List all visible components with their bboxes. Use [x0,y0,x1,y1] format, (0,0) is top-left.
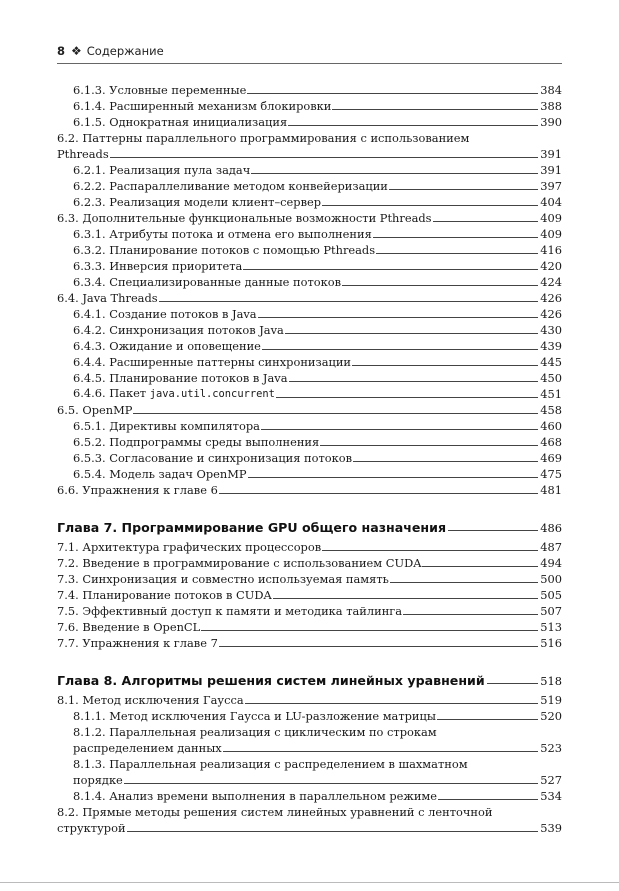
toc-entry[interactable] [57,210,562,226]
toc-entry[interactable] [73,450,562,466]
toc-entry-label: 6.4.4. Расширенные паттерны синхронизации [73,355,352,369]
toc-entry-label: 7.7. Упражнения к главе 7 [57,636,218,650]
toc-entry[interactable] [57,290,562,306]
toc-entry-label: 6.1.5. Однократная инициализация [73,115,288,129]
toc-entry-label: 7.6. Введение в OpenCL [57,620,201,634]
leader-dots [437,719,538,720]
leader-dots [422,566,538,567]
leader-dots [251,173,538,174]
leader-dots [159,301,539,302]
leader-dots [276,397,538,398]
toc-entry-label: 6.4.1. Создание потоков в Java [73,307,257,321]
leader-dots [261,429,538,430]
toc-entry[interactable] [73,258,562,274]
toc-chapter-label: Глава 7. Программирование GPU общего назначения [57,520,447,535]
toc-entry-page: 468 [540,435,562,449]
toc-entry-label-line1: 8.1.3. Параллельная реализация с распределением в шахматном [73,757,468,771]
toc-entry-page: 520 [540,709,562,723]
toc-entry[interactable] [73,178,562,194]
toc-entry-page: 458 [540,403,562,417]
toc-entry-page: 388 [540,99,562,113]
toc-entry-page: 500 [540,572,562,586]
toc-entry-page: 416 [540,243,562,257]
toc-entry[interactable] [73,370,562,386]
leader-dots [219,493,538,494]
toc-entry-page: 513 [540,620,562,634]
toc-entry[interactable] [57,482,562,498]
leader-dots [124,783,538,784]
toc-entry-page: 424 [540,275,562,289]
page-number: 8 [57,44,66,58]
running-title: Содержание [86,44,164,58]
leader-dots [273,598,539,599]
toc-entry-page: 494 [540,556,562,570]
toc-entry-label-code: java.util.concurrent [149,388,275,400]
toc-entry-page: 534 [540,789,562,803]
page-bottom-edge [0,882,619,883]
toc-entry-page: 404 [540,195,562,209]
toc-entry-label: 6.1.3. Условные переменные [73,83,247,97]
leader-dots [285,333,538,334]
leader-dots [258,317,539,318]
toc-entry-page: 391 [540,163,562,177]
toc-entry-page: 475 [540,467,562,481]
toc-entry-label: 6.5.3. Согласование и синхронизация потоков [73,451,353,465]
toc-entry-page: 481 [540,483,562,497]
toc-entry[interactable] [57,539,562,555]
toc-chapter-page: 486 [540,521,562,535]
toc-entry-page: 420 [540,259,562,273]
leader-dots [438,799,538,800]
toc-entry-page: 409 [540,211,562,225]
toc-entry-page: 390 [540,115,562,129]
toc-entry[interactable] [57,635,562,651]
toc-chapter-label: Глава 8. Алгоритмы решения систем линейных уравнений [57,673,485,688]
toc-entry[interactable] [57,587,562,603]
toc-entry-label-line2: распределением данных [73,741,222,755]
toc-chapter[interactable] [57,517,562,535]
toc-entry-page: 384 [540,83,562,97]
toc-entry[interactable] [73,338,562,354]
toc-entry-label: 6.1.4. Расширенный механизм блокировки [73,99,332,113]
toc-entry-label: 7.3. Синхронизация и совместно используемая память [57,572,389,586]
toc-entry-label: 6.3.3. Инверсия приоритета [73,259,243,273]
toc-entry[interactable] [73,114,562,130]
toc-entry-page: 469 [540,451,562,465]
toc-entry[interactable] [57,571,562,587]
toc-entry-label: 7.1. Архитектура графических процессоров [57,540,322,554]
toc-chapter[interactable] [57,670,562,688]
toc-entry-label: 8.1.1. Метод исключения Гаусса и LU-разложение матрицы [73,709,436,723]
toc-entry-label: 8.1.4. Анализ времени выполнения в параллельном режиме [73,789,438,803]
toc-entry[interactable] [57,130,562,162]
leader-dots [403,614,538,615]
toc-entry-label: 6.2.1. Реализация пула задач [73,163,251,177]
toc-entry[interactable] [73,756,562,788]
toc-entry-page: 439 [540,339,562,353]
toc-entry-label: 6.4.2. Синхронизация потоков Java [73,323,284,337]
toc-entry-label: 7.5. Эффективный доступ к памяти и методика тайлинга [57,604,403,618]
leader-dots [262,349,538,350]
toc-entry-label: 7.2. Введение в программирование с использованием CUDA [57,556,422,570]
toc-entry[interactable] [57,619,562,635]
toc-entry[interactable] [73,418,562,434]
leader-dots [322,550,538,551]
toc-entry[interactable] [73,82,562,98]
leader-dots [247,93,538,94]
leader-dots [219,646,538,647]
leader-dots [320,445,538,446]
toc-entry-page: 430 [540,323,562,337]
toc-entry[interactable] [73,322,562,338]
toc-entry[interactable] [73,242,562,258]
toc-entry-label-line2: порядке [73,773,123,787]
toc-entry-page: 445 [540,355,562,369]
toc-entry-label-line1: 8.2. Прямые методы решения систем линейных уравнений с ленточной [57,805,493,819]
toc-entry-label-prefix: 6.4.6. Пакет [73,386,150,400]
leader-dots [389,189,538,190]
leader-dots [288,125,538,126]
leader-dots [245,703,539,704]
leader-dots [243,269,538,270]
toc-entry[interactable] [57,555,562,571]
toc-entry[interactable] [73,434,562,450]
leader-dots [376,253,538,254]
toc-entry-page: 426 [540,291,562,305]
toc-entry-label: 6.2.3. Реализация модели клиент–сервер [73,195,322,209]
toc-entry-page: 391 [540,147,562,161]
toc-entry-page: 516 [540,636,562,650]
ornament-icon: ❖ [71,44,82,58]
leader-dots [201,630,538,631]
toc-entry-label: 7.4. Планирование потоков в CUDA [57,588,272,602]
toc-entry-label: 6.5. OpenMP [57,403,133,417]
leader-dots [342,285,538,286]
leader-dots [248,477,539,478]
toc-entry-label-line2: Pthreads [57,147,109,161]
toc-entry-label: 6.2.2. Распараллеливание методом конвейеризации [73,179,388,193]
toc-entry-label: 6.6. Упражнения к главе 6 [57,483,218,497]
leader-dots [289,381,539,382]
leader-dots [448,530,538,531]
leader-dots [127,831,539,832]
toc-entry-label [73,385,275,402]
leader-dots [332,109,538,110]
toc-entry-page: 539 [540,821,562,835]
toc-entry-page: 505 [540,588,562,602]
toc-entry-label-line1: 6.2. Паттерны параллельного программирования с использованием [57,131,470,145]
toc-entry-label: 6.5.4. Модель задач OpenMP [73,467,247,481]
toc-entry[interactable] [73,466,562,482]
toc-entry-label: 8.1. Метод исключения Гаусса [57,693,244,707]
leader-dots [322,205,538,206]
toc-entry-label: 6.4.5. Планирование потоков в Java [73,371,288,385]
toc-entry-label: 6.3.2. Планирование потоков с помощью Pthreads [73,243,376,257]
toc-entry-label: 6.4.3. Ожидание и оповещение [73,339,261,353]
toc-entry[interactable] [57,603,562,619]
toc-entry-label-line2: структурой [57,821,126,835]
leader-dots [353,461,538,462]
toc-entry-label-line1: 8.1.2. Параллельная реализация с циклическим по строкам [73,725,437,739]
toc-entry-page: 451 [540,387,562,401]
leader-dots [487,683,539,684]
toc-entry[interactable] [73,274,562,290]
toc-entry[interactable] [73,194,562,210]
toc-entry[interactable] [73,386,562,402]
running-header [57,44,164,58]
toc-entry-page: 409 [540,227,562,241]
toc-entry-page: 426 [540,307,562,321]
toc-entry-page: 519 [540,693,562,707]
leader-dots [390,582,538,583]
toc-entry[interactable] [57,692,562,708]
toc-entry[interactable] [73,306,562,322]
toc-entry-page: 460 [540,419,562,433]
leader-dots [373,237,538,238]
toc-entry-page: 450 [540,371,562,385]
toc-entry[interactable] [73,354,562,370]
toc-entry[interactable] [73,226,562,242]
toc-entry-page: 397 [540,179,562,193]
toc-entry[interactable] [57,402,562,418]
toc-entry[interactable] [73,708,562,724]
header-rule [57,63,562,64]
toc-entry-label: 6.3.1. Атрибуты потока и отмена его выполнения [73,227,372,241]
leader-dots [223,751,539,752]
toc-entry-label: 6.4. Java Threads [57,291,158,305]
toc-entry-label: 6.3. Дополнительные функциональные возможности Pthreads [57,211,432,225]
toc-chapter-page: 518 [540,674,562,688]
toc-entry[interactable] [57,804,562,836]
toc-entry-page: 487 [540,540,562,554]
toc-entry-label: 6.5.2. Подпрограммы среды выполнения [73,435,320,449]
toc-entry-page: 507 [540,604,562,618]
leader-dots [352,365,538,366]
toc-entry[interactable] [73,162,562,178]
toc-entry-page: 527 [540,773,562,787]
leader-dots [133,413,538,414]
toc-entry[interactable] [73,788,562,804]
toc-entry[interactable] [73,98,562,114]
toc-entry-page: 523 [540,741,562,755]
leader-dots [110,157,539,158]
leader-dots [433,221,539,222]
toc-entry-label: 6.5.1. Директивы компилятора [73,419,260,433]
toc-entry-label: 6.3.4. Специализированные данные потоков [73,275,341,289]
toc-entry[interactable] [73,724,562,756]
